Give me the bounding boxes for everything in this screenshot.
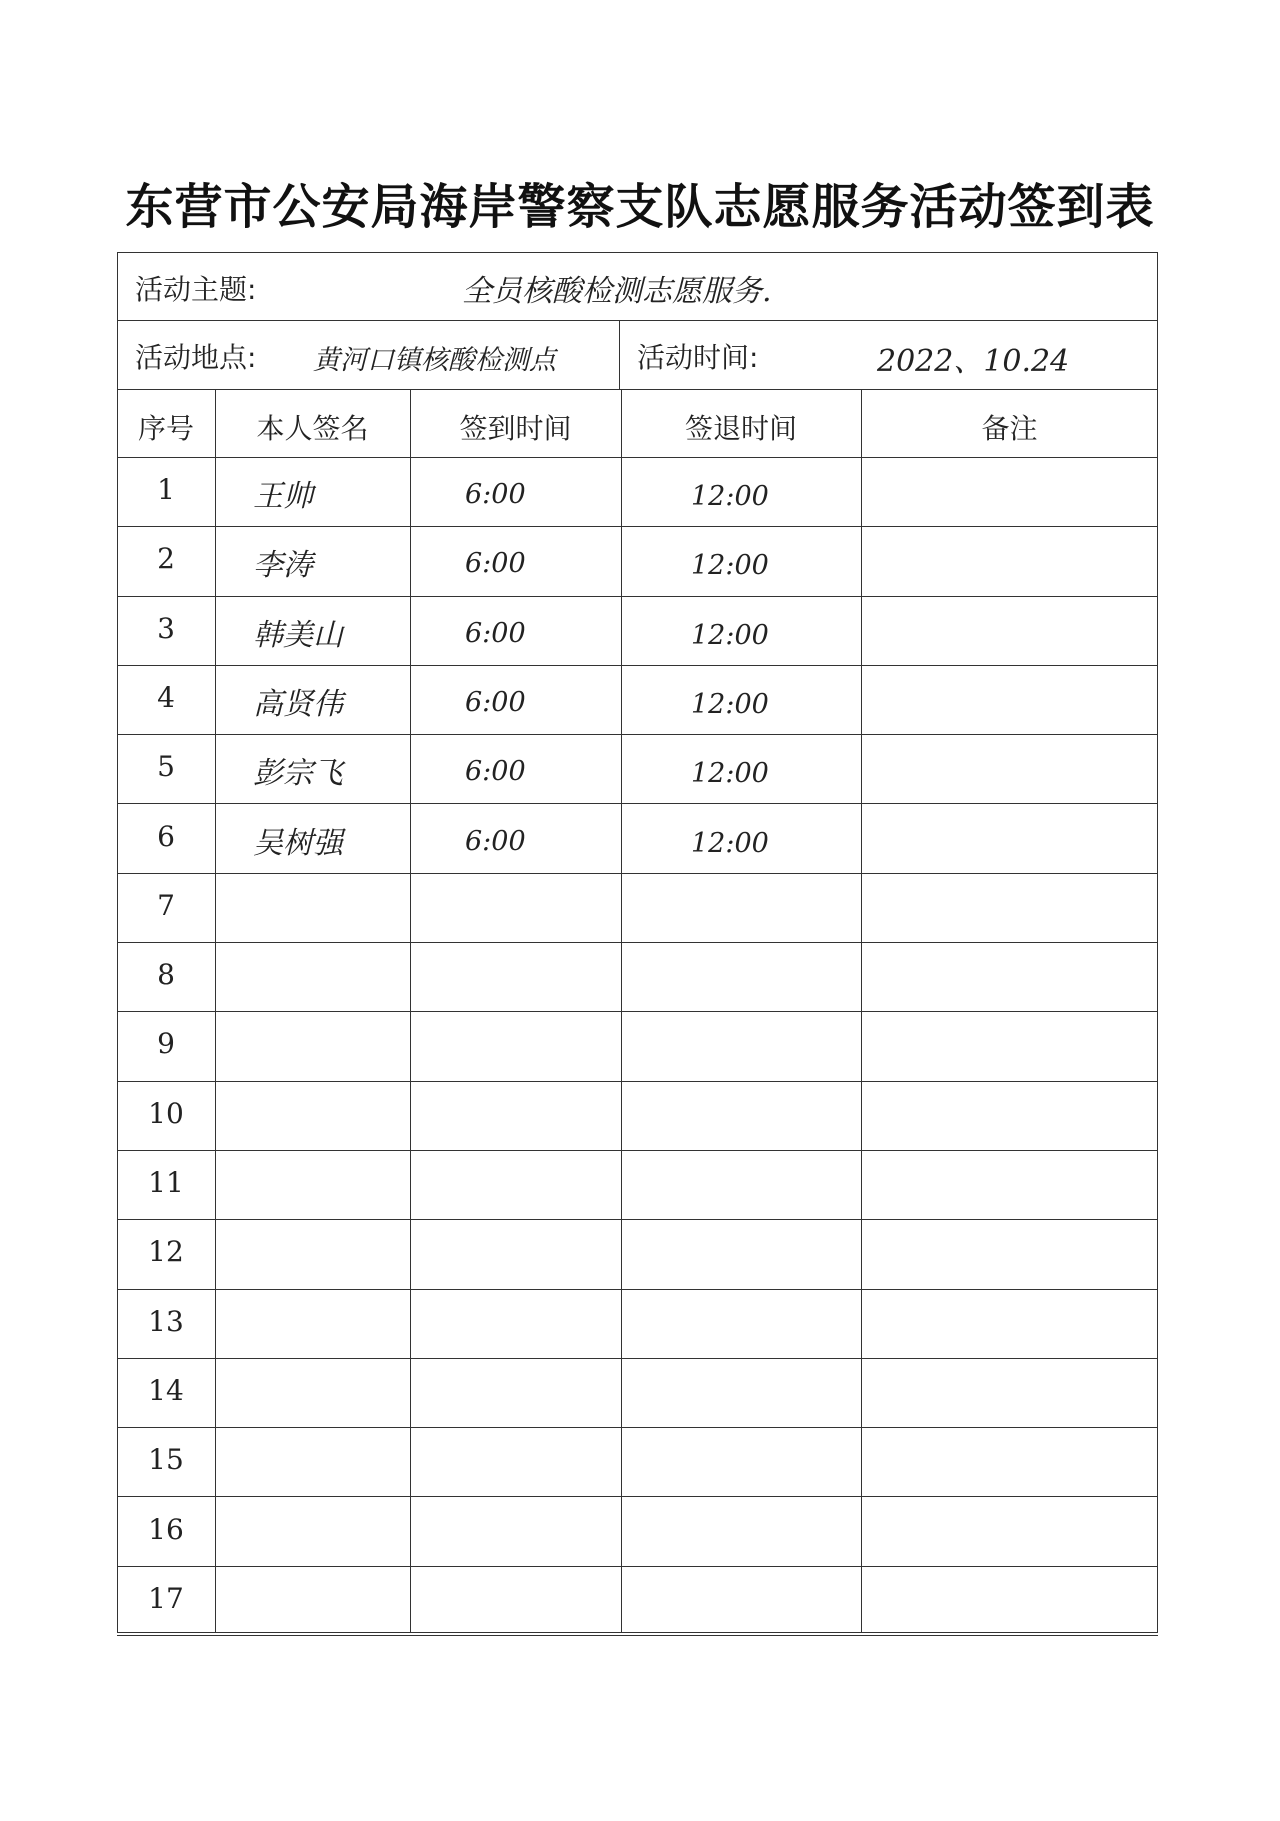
header-seq: 序号 xyxy=(137,412,194,445)
header-sign: 本人签名 xyxy=(256,412,369,445)
row-signature: 吴树强 xyxy=(253,825,343,861)
row-seq: 13 xyxy=(148,1304,184,1338)
row-note xyxy=(861,665,1158,734)
row-checkout-time: 12:00 xyxy=(691,619,769,651)
row-note xyxy=(861,1219,1158,1288)
location-divider xyxy=(619,320,620,389)
row-seq: 6 xyxy=(157,819,175,853)
row-seq: 8 xyxy=(157,958,175,992)
time-value: 2022、10.24 xyxy=(877,344,1070,379)
row-checkin-time: 6:00 xyxy=(465,617,526,649)
row-checkout-time: 12:00 xyxy=(691,758,769,790)
row-seq: 12 xyxy=(148,1235,184,1269)
row-checkout-time: 12:00 xyxy=(691,827,769,859)
row-seq: 3 xyxy=(157,611,175,645)
header-checkout: 签退时间 xyxy=(684,412,797,445)
row-note xyxy=(861,804,1158,873)
row-seq: 11 xyxy=(148,1166,184,1199)
row-signature: 彭宗飞 xyxy=(253,756,343,792)
row-note xyxy=(861,1566,1158,1635)
row-note xyxy=(861,1081,1158,1150)
row-note xyxy=(861,942,1158,1011)
page-title: 东营市公安局海岸警察支队志愿服务活动签到表 xyxy=(125,179,1155,235)
row-checkin-time: 6:00 xyxy=(465,825,526,857)
row-checkout-time: 12:00 xyxy=(691,481,769,512)
row-seq: 16 xyxy=(148,1512,184,1546)
row-note xyxy=(861,457,1158,526)
row-signature: 韩美山 xyxy=(253,617,343,653)
header-checkin: 签到时间 xyxy=(459,412,572,445)
row-note xyxy=(861,873,1158,942)
row-seq: 15 xyxy=(148,1443,184,1477)
sign-in-table xyxy=(117,252,1158,1633)
row-note xyxy=(861,1289,1158,1358)
row-checkin-time: 6:00 xyxy=(465,686,526,718)
row-note xyxy=(861,1358,1158,1427)
row-seq: 1 xyxy=(157,473,175,506)
row-note xyxy=(861,526,1158,595)
row-seq: 5 xyxy=(157,750,175,784)
row-seq: 2 xyxy=(157,542,175,576)
row-checkin-time: 6:00 xyxy=(465,479,526,510)
time-label: 活动时间: xyxy=(637,341,759,374)
row-seq: 9 xyxy=(157,1027,175,1061)
topic-value: 全员核酸检测志愿服务. xyxy=(462,274,772,309)
row-note xyxy=(861,1011,1158,1080)
row-seq: 7 xyxy=(157,888,175,922)
topic-label: 活动主题: xyxy=(135,273,257,306)
row-checkin-time: 6:00 xyxy=(465,756,526,788)
row-checkout-time: 12:00 xyxy=(691,688,769,720)
location-label: 活动地点: xyxy=(135,341,257,374)
row-seq: 10 xyxy=(148,1096,184,1130)
row-seq: 14 xyxy=(148,1373,184,1407)
row-note xyxy=(861,596,1158,665)
row-note xyxy=(861,1427,1158,1496)
row-note xyxy=(861,1150,1158,1219)
header-note: 备注 xyxy=(981,412,1038,445)
row-signature: 王帅 xyxy=(253,479,313,514)
row-seq: 17 xyxy=(148,1581,184,1615)
location-value: 黄河口镇核酸检测点 xyxy=(313,345,556,376)
row-note xyxy=(861,734,1158,803)
row-seq: 4 xyxy=(157,680,175,714)
row-signature: 高贤伟 xyxy=(253,686,343,722)
row-checkout-time: 12:00 xyxy=(691,550,769,582)
row-signature: 李涛 xyxy=(253,548,313,584)
row-note xyxy=(861,1497,1158,1566)
row-checkin-time: 6:00 xyxy=(465,548,526,580)
